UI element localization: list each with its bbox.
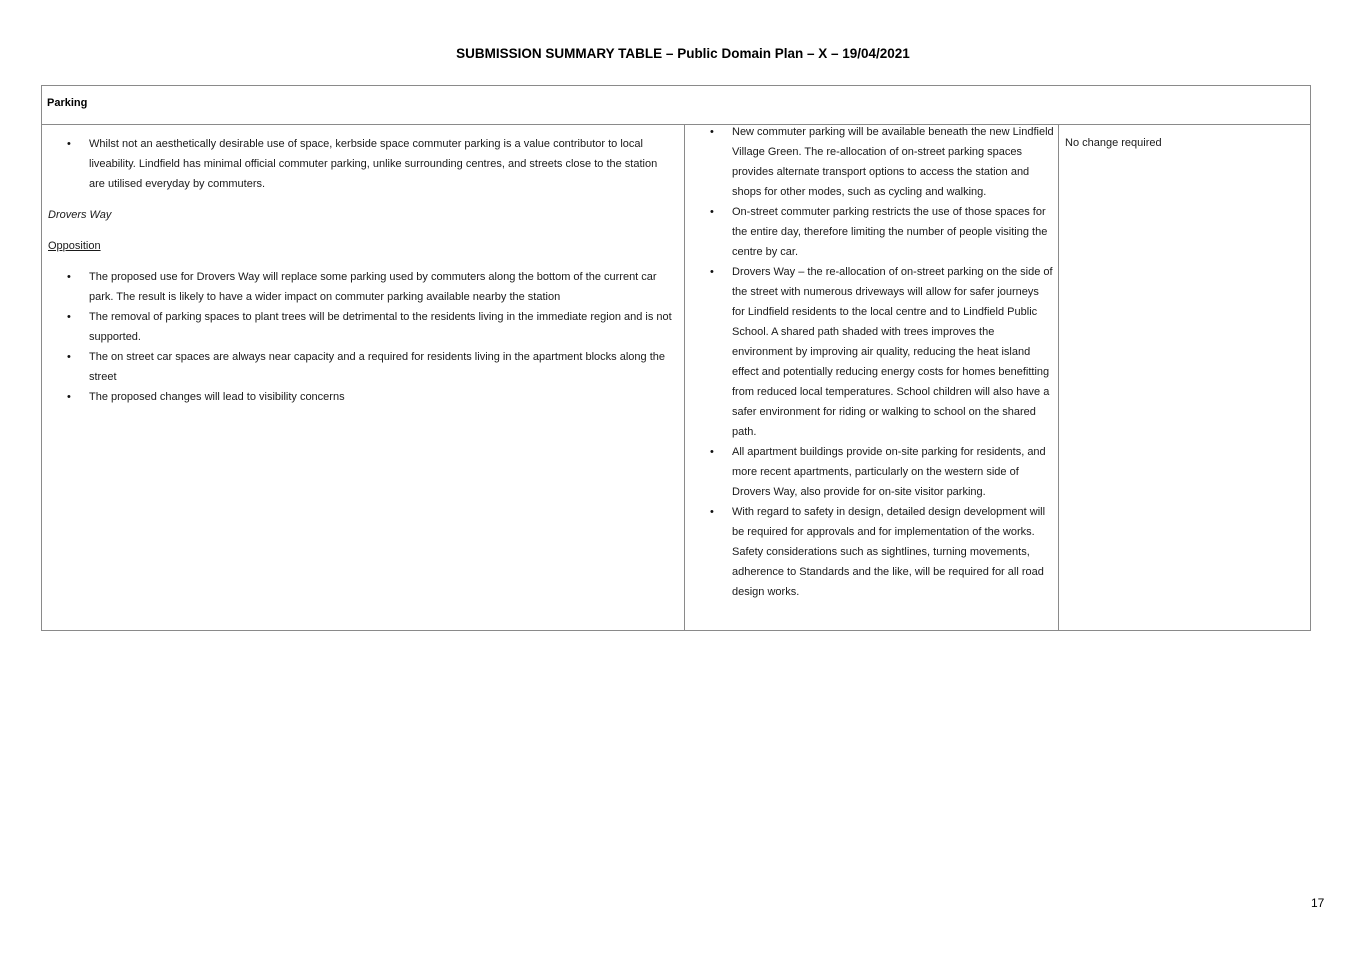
- outcome-text: No change required: [1065, 137, 1162, 149]
- list-item: • The on street car spaces are always near capacity and a required for residents living in the apartment blocks along the street: [42, 347, 684, 387]
- list-item: • The removal of parking spaces to plant trees will be detrimental to the residents living in the immediate region and is not supported.: [42, 307, 684, 347]
- outcome-column: [1059, 125, 1310, 630]
- submission-points-list: [42, 267, 684, 407]
- subheading-drovers-way: Drovers Way: [48, 209, 112, 221]
- response-points-list: [685, 122, 1058, 602]
- section-heading: Parking: [47, 97, 88, 109]
- list-item: • The proposed changes will lead to visibility concerns: [42, 387, 684, 407]
- submission-intro-list: [42, 134, 684, 194]
- list-item: • The proposed use for Drovers Way will replace some parking used by commuters along the bottom of the current car park. The result is likely to have a wider impact on commuter parking available nearby the station: [42, 267, 684, 307]
- list-item: • All apartment buildings provide on-site parking for residents, and more recent apartments, particularly on the western side of Drovers Way, also provide for on-site visitor parking.: [685, 442, 1058, 502]
- section-header-row: [42, 86, 1310, 125]
- response-column: [685, 125, 1059, 630]
- list-item: • New commuter parking will be available beneath the new Lindfield Village Green. The re-allocation of on-street parking spaces provides alternate transport options to access the station and shops for other modes, such as cycling and walking.: [685, 122, 1058, 202]
- list-item: • On-street commuter parking restricts the use of those spaces for the entire day, therefore limiting the number of people visiting the centre by car.: [685, 202, 1058, 262]
- document-title: SUBMISSION SUMMARY TABLE – Public Domain Plan – X – 19/04/2021: [456, 46, 910, 61]
- list-item: • With regard to safety in design, detailed design development will be required for approvals and for implementation of the works. Safety considerations such as sightlines, turning movements, adherence to Standards and the like, will be required for all road design works.: [685, 502, 1058, 602]
- page-number: 17: [1311, 896, 1325, 910]
- submission-column: [42, 125, 685, 630]
- stance-label: Opposition: [48, 240, 101, 252]
- list-item: • Whilst not an aesthetically desirable use of space, kerbside space commuter parking is a value contributor to local liveability. Lindfield has minimal official commuter parking, unlike surrounding centres, and streets close to the station are utilised everyday by commuters.: [42, 134, 684, 194]
- list-item: • Drovers Way – the re-allocation of on-street parking on the side of the street with numerous driveways will allow for safer journeys for Lindfield residents to the local centre and to Lindfield Public School. A shared path shaded with trees improves the environment by improving air quality, reducing the heat island effect and potentially reducing energy costs for homes benefitting from reduced local temperatures. School children will also have a safer environment for riding or walking to school on the shared path.: [685, 262, 1058, 442]
- submission-summary-table: [41, 85, 1311, 631]
